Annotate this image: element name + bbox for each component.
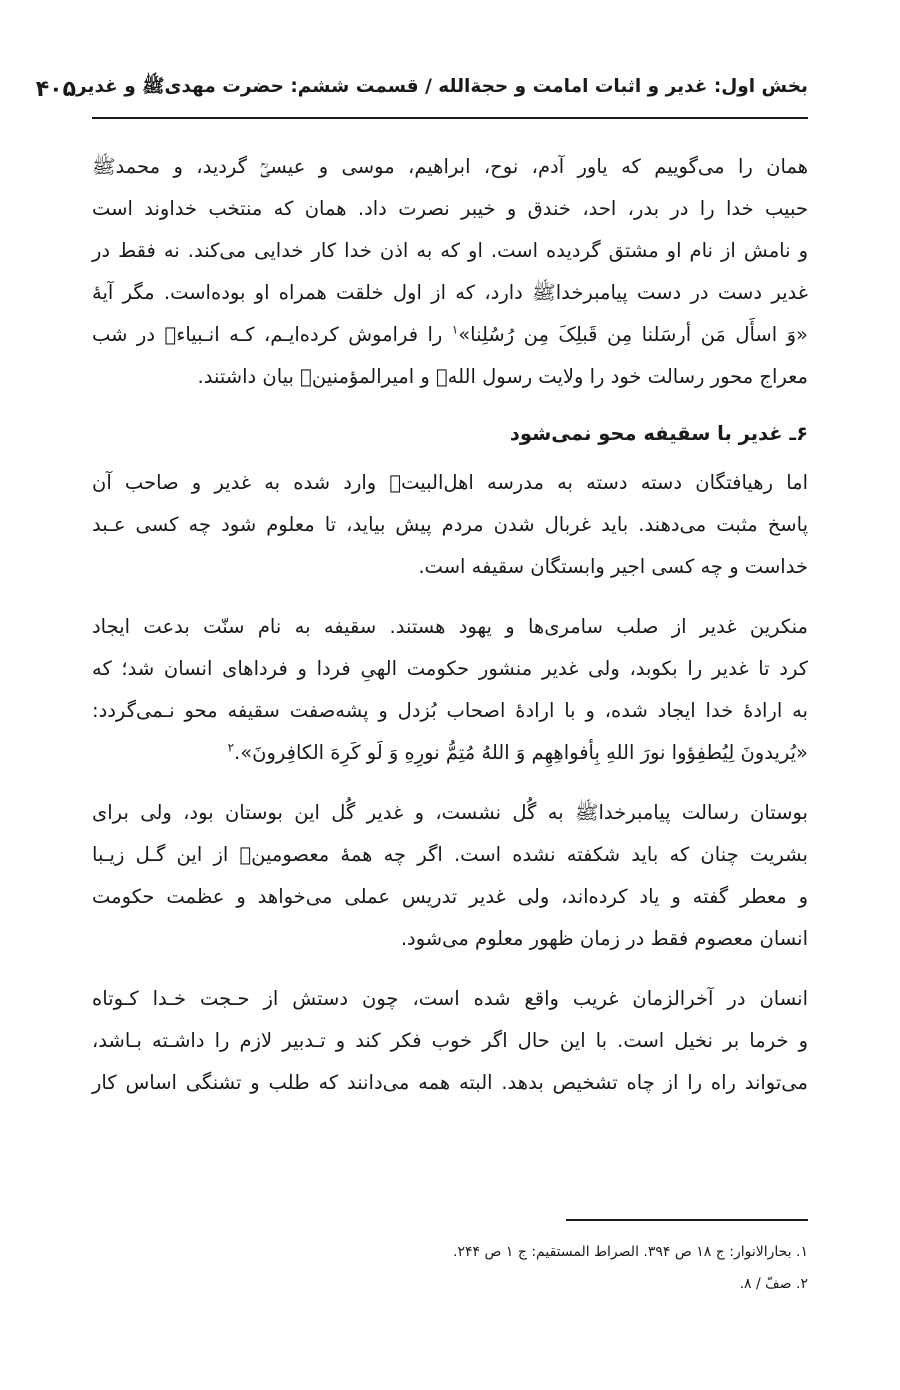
text-line: و نامش از نام او مشتق گردیده است. او که به اذن خدا کار خدایی می‌کند. نه فقط در: [92, 239, 808, 262]
text-line: پاسخ مثبت می‌دهند. باید غربال شدن مردم پیش بیاید، تا معلوم شود چه کسی عـبد: [92, 513, 808, 536]
footnote-rule: [566, 1219, 808, 1221]
text-line: بشریت چنان که باید شکفته نشده است. اگر چه همهٔ معصومینؒ از این گـل زیـبا: [92, 843, 808, 866]
quran-verse: «یُریدونَ لِیُطفِؤوا نورَ اللهِ بِأفواهِهِم وَ اللهُ مُتِمُّ نورِهِ وَ لَو کَرِهَ الکافِرونَ».: [234, 741, 808, 764]
page-number: ۴۰۵: [35, 76, 77, 102]
text-line: و معطر گفته و یاد کرده‌اند، ولی غدیر تدریس عملی می‌خواهد و عظمت حکومت: [92, 885, 808, 908]
text-line: همان را می‌گوییم که یاور آدم، نوح، ابراهیم، موسی و عیسیؒ گردید، و محمدﷺ: [92, 155, 808, 178]
footnote-ref-1[interactable]: ۱: [451, 322, 459, 337]
paragraph: [92, 606, 808, 774]
footnote-2: ۲. صفّ / ۸.: [739, 1276, 808, 1292]
text-line: انسان معصوم فقط در زمان ظهور معلوم می‌شود.: [400, 927, 808, 950]
text-line: و خرما بر نخیل است. با این حال اگر خوب فکر کند و تـدبیر لازم را داشـته بـاشد،: [92, 1029, 808, 1052]
text-line: معراج محور رسالت خود را ولایت رسول اللهﷺ و امیرالمؤمنینؐ بیان داشتند.: [197, 365, 808, 388]
body-text: [92, 146, 808, 1104]
text-line: حبیب خدا را در بدر، احد، خندق و خیبر نصرت داد. همان که منتخب خداوند است: [92, 197, 808, 220]
running-header: [35, 70, 808, 108]
footnote-1: ۱. بحارالانوار: ج ۱۸ ص ۳۹۴. الصراط المستقیم: ج ۱ ص ۲۴۴.: [453, 1244, 808, 1260]
text-line: بوستان رسالت پیامبرخداﷺ به گُل نشست، و غدیر گُل این بوستان بود، ولی برای: [92, 801, 808, 824]
text-line-with-footnote: [92, 314, 808, 356]
book-page: [35, 0, 808, 1390]
text-line: به ارادهٔ خدا ایجاد شده، و با ارادهٔ اصحاب بُزدل و پشه‌صفت سقیفه محو نـمی‌گردد:: [92, 699, 808, 722]
text-fragment: را فراموش کرده‌ایـم، کـه انـبیاءؒ در شب: [92, 323, 452, 346]
text-line: اما رهیافتگان دسته دسته به مدرسه اهل‌البیتؒ وارد شده به غدیر و صاحب آن: [92, 471, 808, 494]
paragraph: [92, 792, 808, 960]
header-rule: [92, 117, 808, 119]
text-line: غدیر دست در دست پیامبرخداﷺ دارد، که از اول خلقت همراه او بوده‌است. مگر آیهٔ: [92, 281, 808, 304]
text-line: کرد تا غدیر را بکوبد، ولی غدیر منشور حکومت الهیِ فردا و فرداهای انسان شد؛ که: [92, 657, 808, 680]
quran-verse: «وَ اسأَل مَن أرسَلنا مِن قَبلِکَ مِن رُسُلِنا»: [458, 323, 808, 346]
running-header-title: بخش اول: غدیر و اثبات امامت و حجةالله / قسمت ششم: حضرت مهدیﷺ و غدیر: [76, 76, 808, 97]
paragraph: [92, 146, 808, 398]
paragraph: [92, 462, 808, 588]
footnotes: [92, 1236, 808, 1300]
text-line: انسان در آخرالزمان غریب واقع شده است، چون دستش از حـجت خـدا کـوتاه: [92, 987, 808, 1010]
footnote-ref-2[interactable]: ۲: [227, 740, 235, 755]
section-heading: ۶ـ غدیر با سقیفه محو نمی‌شود: [509, 422, 808, 445]
paragraph: [92, 978, 808, 1104]
text-line: می‌تواند راه را از چاه تشخیص بدهد. البته همه می‌دانند که طلب و تشنگی اساس کار: [92, 1071, 808, 1094]
text-line: خداست و چه کسی اجیر وابستگان سقیفه است.: [418, 555, 808, 578]
text-line: منکرین غدیر از صلب سامری‌ها و یهود هستند. سقیفه به نام سنّت بدعت ایجاد: [92, 615, 808, 638]
text-line-with-footnote: [92, 732, 808, 774]
